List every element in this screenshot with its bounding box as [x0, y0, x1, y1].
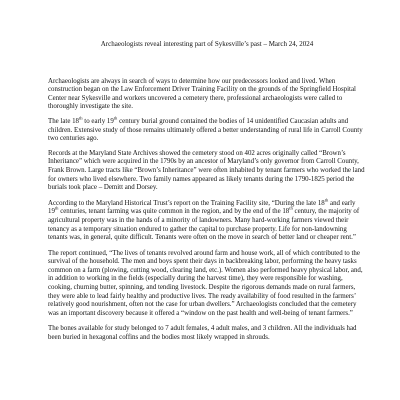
text-span: century burial ground contained the bodies of 14 unidentified Caucasian adults and children. Extensive study of those remains ultimately offered a better understanding of rural life in Carroll County two centuries ago.	[48, 117, 363, 143]
text-span: century, the majority of agricultural property was in the hands of a minority of landowners. Many hard-working farmers viewed their tenancy as a temporary situation endured to gather the capital to purchase property. Life for non-landowning tenants was, in general, quite difficult. Tenants were often on the move in search of better land or cheaper rent.”	[48, 208, 360, 242]
text-span: and early 19	[48, 199, 356, 216]
paragraph-intro: Archaeologists are always in search of ways to determine how our predecessors looked and lived. When construction began on the Law Enforcement Driver Training Facility on the grounds of the Springfield Hospital Center near Sykesville and workers uncovered a cemetery there, professional archaeologists were called to thoroughly investigate the site.	[48, 77, 356, 111]
article-title: Archaeologists reveal interesting part of Sykesville’s past – March 24, 2024	[100, 40, 314, 48]
text-span: centuries, tenant farming was quite common in the region, and by the end of the 18	[58, 208, 290, 216]
paragraph-burial-ground	[48, 115, 366, 144]
document-page	[48, 40, 366, 350]
superscript-ordinal: th	[113, 115, 118, 121]
text-span: to early 19	[82, 117, 114, 125]
superscript-ordinal: th	[289, 206, 293, 212]
superscript-ordinal: th	[54, 206, 59, 212]
text-span: The late 18	[48, 117, 79, 125]
text-span: According to the Maryland Historical Trust’s report on the Training Facility site, “During the late 18	[48, 199, 325, 207]
superscript-ordinal: th	[324, 197, 329, 203]
superscript-ordinal: th	[79, 115, 83, 121]
paragraph-trust-report	[48, 197, 366, 243]
paragraph-bones: The bones available for study belonged to 7 adult females, 4 adult males, and 3 children. All the individuals had been buried in hexagonal coffins and the bodies most likely wrapped in shrouds.	[48, 325, 357, 342]
paragraph-records: Records at the Maryland State Archives showed the cemetery stood on 402 acres originally called “Brown’s Inheritance” which were acquired in the 1790s by an ancestor of Maryland’s only governor from Carroll County, Frank Brown. Large tracts like “Brown’s Inheritance” were often inhabited by tenant farmers who worked the land for owners who lived elsewhere. Two family names appeared as likely tenants during the 1790-1825 period the burials took place – Demitt and Dorsey.	[48, 149, 365, 192]
paragraph-tenant-lives: The report continued, “The lives of tenants revolved around farm and house work, all of which contributed to the survival of the household. The men and boys spent their days in backbreaking labor, performing the heavy tasks common on a farm (plowing, cutting wood, clearing land, etc.). Women also performed heavy physical labor, and, in addition to working in the fields (especially during the harvest time), they were responsible for washing, cooking, churning butter, spinning, and tending livestock. Despite the rigorous demands made on rural farmers, they were able to lead fairly healthy and productive lives. The ready availability of food resulted in the farmers’ relatively good nourishment, often not the case for urban dwellers.” Archaeologists concluded that the cemetery was an important discovery because it offered a “window on the past health and well-being of tenant farmers.”	[48, 249, 363, 317]
